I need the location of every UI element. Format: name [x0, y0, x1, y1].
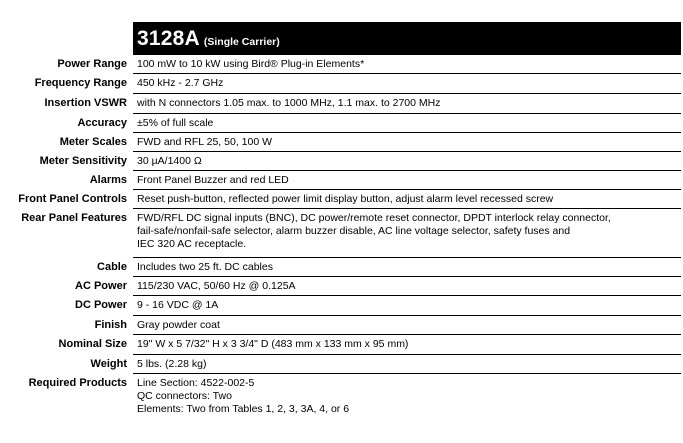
spec-value: Line Section: 4522-002-5 QC connectors: Two Elements: Two from Tables 1, 2, 3, 3A, 4, or 6	[137, 377, 350, 415]
spec-label: Finish	[94, 319, 127, 331]
spec-row-front-panel-controls	[0, 190, 683, 209]
spec-label: Alarms	[89, 174, 127, 186]
spec-value: 9 - 16 VDC @ 1A	[137, 299, 219, 311]
spec-label: Meter Scales	[59, 136, 127, 148]
spec-row-finish	[0, 316, 683, 335]
spec-value: with N connectors 1.05 max. to 1000 MHz, 1.1 max. to 2700 MHz	[137, 97, 441, 109]
spec-value: 5 lbs. (2.28 kg)	[137, 358, 207, 370]
spec-value: FWD and RFL 25, 50, 100 W	[137, 136, 272, 148]
spec-row-required-products	[0, 374, 683, 422]
spec-label: Nominal Size	[58, 338, 127, 350]
spec-label: Insertion VSWR	[44, 97, 127, 109]
spec-label: AC Power	[75, 280, 127, 292]
spec-value: Gray powder coat	[137, 319, 220, 331]
spec-label: Rear Panel Features	[21, 212, 127, 224]
spec-table	[0, 55, 683, 422]
spec-label: Required Products	[28, 377, 127, 389]
spec-row-accuracy	[0, 114, 683, 133]
spec-row-power-range	[0, 55, 683, 74]
spec-label: Weight	[90, 358, 127, 370]
spec-row-frequency-range	[0, 74, 683, 94]
spec-label: Front Panel Controls	[18, 193, 127, 205]
spec-row-ac-power	[0, 277, 683, 296]
spec-row-weight	[0, 355, 683, 374]
spec-row-meter-scales	[0, 133, 683, 152]
model-variant: (Single Carrier)	[203, 35, 280, 48]
model-number: 3128A	[137, 26, 200, 50]
spec-label: Frequency Range	[34, 77, 127, 89]
spec-row-alarms	[0, 171, 683, 190]
spec-label: Power Range	[57, 58, 127, 70]
spec-value: 100 mW to 10 kW using Bird® Plug-in Elements*	[137, 58, 365, 70]
spec-value: 115/230 VAC, 50/60 Hz @ 0.125A	[137, 280, 296, 292]
spec-value: Front Panel Buzzer and red LED	[137, 174, 289, 186]
spec-row-rear-panel-features	[0, 209, 683, 258]
spec-label: Cable	[97, 261, 127, 273]
spec-row-cable	[0, 258, 683, 277]
spec-value: Reset push-button, reflected power limit display button, adjust alarm level recessed screw	[137, 193, 554, 205]
spec-label: Meter Sensitivity	[39, 155, 127, 167]
spec-value: FWD/RFL DC signal inputs (BNC), DC power/remote reset connector, DPDT interlock relay connector, fail-safe/nonfail-safe selector, alarm buzzer disable, AC line voltage selector, safety fuses and IEC 320 AC receptacle.	[137, 212, 611, 250]
spec-row-insertion-vswr	[0, 94, 683, 114]
spec-value: Includes two 25 ft. DC cables	[137, 261, 273, 273]
spec-row-nominal-size	[0, 335, 683, 355]
spec-value: 450 kHz - 2.7 GHz	[137, 77, 224, 89]
spec-value: 30 µA/1400 Ω	[137, 155, 202, 167]
spec-row-meter-sensitivity	[0, 152, 683, 171]
spec-label: Accuracy	[77, 117, 127, 129]
spec-value: ±5% of full scale	[137, 117, 214, 129]
spec-label: DC Power	[75, 299, 127, 311]
spec-value: 19" W x 5 7/32" H x 3 3/4" D (483 mm x 133 mm x 95 mm)	[137, 338, 409, 350]
model-header	[133, 22, 681, 55]
spec-row-dc-power	[0, 296, 683, 316]
